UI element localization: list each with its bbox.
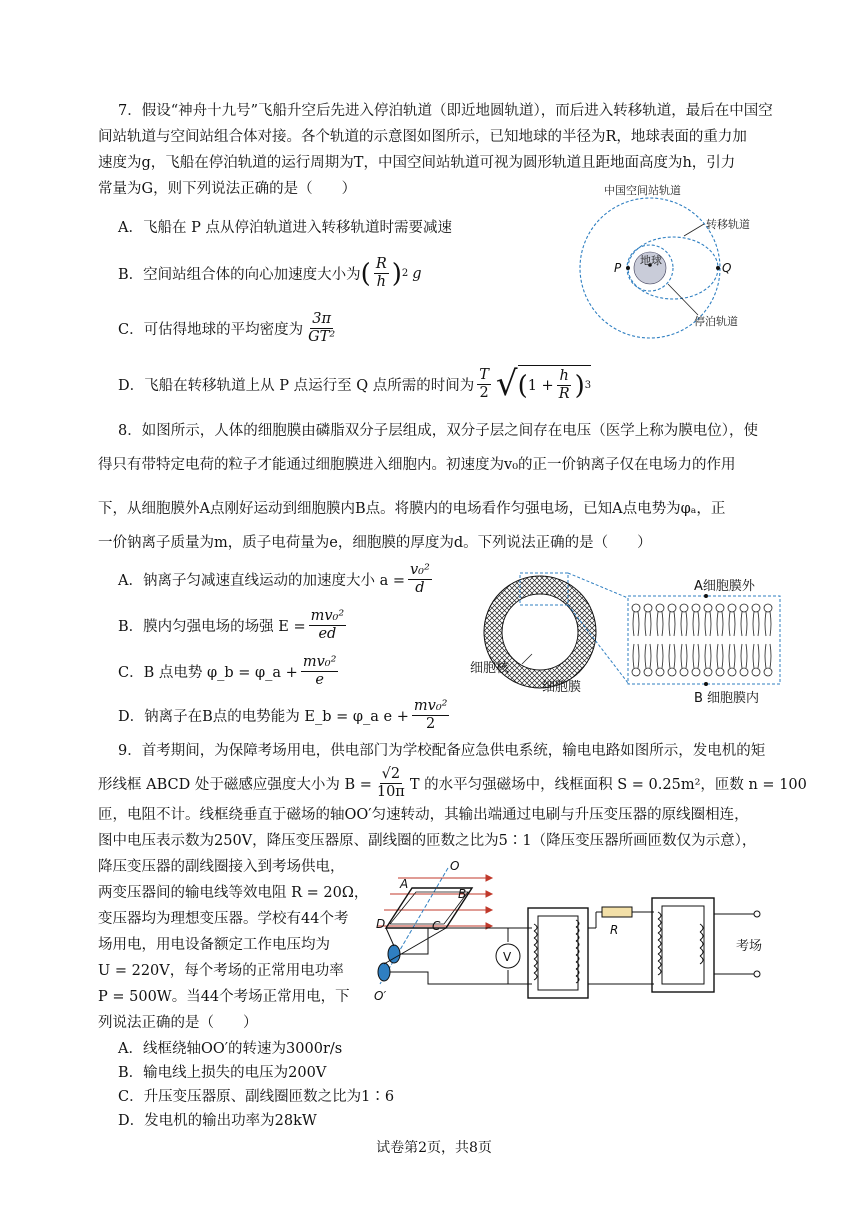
step-down-transformer bbox=[652, 898, 714, 992]
station-orbit-label: 中国空间站轨道 bbox=[604, 184, 681, 197]
q7-c-den: GT² bbox=[308, 329, 336, 345]
q8-option-d-text: D．钠离子在B点的电势能为 E_b = φ_a e + bbox=[118, 709, 409, 725]
q9-line11: 列说法正确的是（ ） bbox=[98, 1015, 258, 1031]
outside-label: A细胞膜外 bbox=[694, 579, 755, 594]
c-label: C bbox=[432, 919, 441, 933]
q7-option-a: A．飞船在 P 点从停泊轨道进入转移轨道时需要减速 bbox=[118, 220, 452, 236]
q9-line3: 匝，电阻不计。线框绕垂直于磁场的轴OO′匀速转动，其输出端通过电刷与升压变压器的原线圈相连， bbox=[98, 807, 749, 823]
q7-orbit-figure bbox=[578, 180, 768, 340]
o-label: O bbox=[450, 859, 460, 873]
q8-line3: 下，从细胞膜外A点刚好运动到细胞膜内B点。将膜内的电场看作匀强电场，已知A点电势为φₐ，正 bbox=[98, 501, 726, 517]
q7-line2: 间站轨道与空间站组合体对接。各个轨道的示意图如图所示，已知地球的半径为R，地球表面的重力加 bbox=[98, 129, 747, 145]
page-footer: 试卷第2页，共8页 bbox=[376, 1140, 492, 1156]
q7-b-den: h bbox=[376, 274, 386, 290]
q9-line2-text-a: 形线框 ABCD 处于磁感应强度大小为 B = bbox=[98, 777, 372, 793]
q7-c-num: 3π bbox=[312, 311, 332, 327]
q9-line5: 降压变压器的副线圈接入到考场供电， bbox=[98, 859, 345, 875]
q9-line4: 图中电压表示数为250V，降压变压器原、副线圈的匝数之比为5∶1（降压变压器所画匝数仅为示意）， bbox=[98, 833, 757, 849]
nucleus-label: 细胞核 bbox=[470, 661, 510, 676]
earth-label: 地球 bbox=[640, 254, 662, 267]
q9-line2-text-b: T 的水平匀强磁场中，线框面积 S = 0.25m²，匝数 n = 100 bbox=[409, 777, 807, 793]
q9-b-den: 10π bbox=[376, 784, 405, 800]
q9-line9: U = 220V，每个考场的正常用电功率 bbox=[98, 963, 344, 979]
q8-option-c-text: C．B 点电势 φ_b = φ_a + bbox=[118, 665, 298, 681]
q8-cell-figure bbox=[462, 568, 792, 708]
q-label: Q bbox=[722, 261, 732, 275]
q8-option-d bbox=[118, 698, 452, 733]
inside-label: B 细胞膜内 bbox=[694, 691, 760, 706]
q9-option-b: B．输电线上损失的电压为200V bbox=[118, 1065, 327, 1081]
voltmeter-label: V bbox=[503, 950, 512, 964]
q8-line4: 一价钠离子质量为m，质子电荷量为e，细胞膜的厚度为d。下列说法正确的是（ ） bbox=[98, 535, 652, 551]
q9-option-c: C．升压变压器原、副线圈匝数之比为1∶6 bbox=[118, 1089, 395, 1105]
q7-d-inner-pre: 1 + bbox=[527, 377, 554, 394]
point-q-icon bbox=[716, 266, 720, 270]
point-a-icon bbox=[704, 594, 708, 598]
q8-a-den: d bbox=[415, 580, 425, 596]
q8-option-b-text: B．膜内匀强电场的场强 E = bbox=[118, 619, 306, 635]
q8-c-num: mv₀² bbox=[302, 654, 337, 670]
q9-circuit-figure bbox=[368, 858, 778, 1028]
transfer-orbit-label: 转移轨道 bbox=[706, 218, 750, 231]
q7-option-b: B．空间站组合体的向心加速度大小为 ( $\frac{R}{h}$ ) 2 g bbox=[118, 256, 422, 290]
b-label: B bbox=[458, 887, 467, 901]
q8-d-den: 2 bbox=[426, 716, 436, 732]
q7-line1: 7．假设“神舟十九号”飞船升空后先进入停泊轨道（即近地圆轨道），而后进入转移轨道，最后在中国空 bbox=[118, 103, 773, 119]
o-prime-label: O′ bbox=[374, 989, 387, 1003]
q9-line7: 变压器均为理想变压器。学校有44个考 bbox=[98, 911, 349, 927]
q7-line4: 常量为G，则下列说法正确的是（ ） bbox=[98, 181, 357, 197]
q9-line6: 两变压器间的输电线等效电阻 R = 20Ω， bbox=[98, 885, 369, 901]
q8-line1: 8．如图所示，人体的细胞膜由磷脂双分子层组成，双分子层之间存在电压（医学上称为膜电位），使 bbox=[118, 423, 758, 439]
resistor-label: R bbox=[610, 923, 619, 937]
q9-line1: 9．首考期间，为保障考场用电，供电部门为学校配备应急供电系统，输电电路如图所示，发电机的矩 bbox=[118, 743, 766, 759]
parking-orbit-label: 停泊轨道 bbox=[694, 315, 738, 328]
q8-option-a bbox=[118, 562, 435, 597]
point-b-icon bbox=[704, 682, 708, 686]
q9-line10: P = 500W。当44个考场正常用电，下 bbox=[98, 989, 350, 1005]
q7-option-b-text: B．空间站组合体的向心加速度大小为 bbox=[118, 267, 361, 283]
p-label: P bbox=[614, 261, 622, 275]
q7-d-num: T bbox=[479, 366, 489, 383]
q9-line2 bbox=[98, 766, 807, 801]
q7-d-inner-num: h bbox=[559, 368, 569, 384]
exam-room-label: 考场 bbox=[736, 939, 763, 954]
q9-option-a: A．线框绕轴OO′的转速为3000r/s bbox=[118, 1041, 343, 1057]
q9-line8: 场用电，用电设备额定工作电压均为 bbox=[98, 937, 330, 953]
q7-d-den: 2 bbox=[479, 384, 489, 401]
output-terminal-icon bbox=[754, 911, 760, 917]
q8-c-den: e bbox=[315, 672, 324, 688]
q8-option-a-text: A．钠离子匀减速直线运动的加速度大小 a = bbox=[118, 573, 405, 589]
q7-line3: 速度为g，飞船在停泊轨道的运行周期为T，中国空间站轨道可视为圆形轨道且距地面高度为h，引力 bbox=[98, 155, 736, 171]
q8-b-num: mv₀² bbox=[310, 608, 345, 624]
q7-b-num: R bbox=[375, 256, 387, 272]
q8-a-num: v₀² bbox=[409, 562, 430, 578]
a-label: A bbox=[400, 877, 409, 891]
q8-line2: 得只有带特定电荷的粒子才能通过细胞膜进入细胞内。初速度为v₀的正一价钠离子仅在电场力的作用 bbox=[98, 457, 736, 473]
q7-b-post: g bbox=[412, 265, 422, 282]
point-p-icon bbox=[626, 266, 630, 270]
q8-b-den: ed bbox=[318, 626, 337, 642]
q8-d-num: mv₀² bbox=[413, 698, 448, 714]
d-label: D bbox=[376, 917, 386, 931]
q7-option-d-text: D．飞船在转移轨道上从 P 点运行至 Q 点所需的时间为 bbox=[118, 377, 475, 394]
q7-d-inner-den: R bbox=[558, 386, 570, 402]
q7-option-d: D．飞船在转移轨道上从 P 点运行至 Q 点所需的时间为 $\frac{T}{2}$ √ ( 1 + $\frac{h}{R}$ ) 3 bbox=[118, 364, 592, 404]
q9-b-num: √2 bbox=[381, 766, 401, 782]
resistor-icon bbox=[602, 907, 632, 917]
q8-option-b bbox=[118, 608, 349, 643]
q7-option-c bbox=[118, 311, 340, 346]
q8-option-c bbox=[118, 654, 341, 689]
q9-option-d: D．发电机的输出功率为28kW bbox=[118, 1113, 317, 1129]
q7-option-c-text: C．可估得地球的平均密度为 bbox=[118, 322, 304, 338]
membrane-label: 细胞膜 bbox=[542, 680, 582, 695]
